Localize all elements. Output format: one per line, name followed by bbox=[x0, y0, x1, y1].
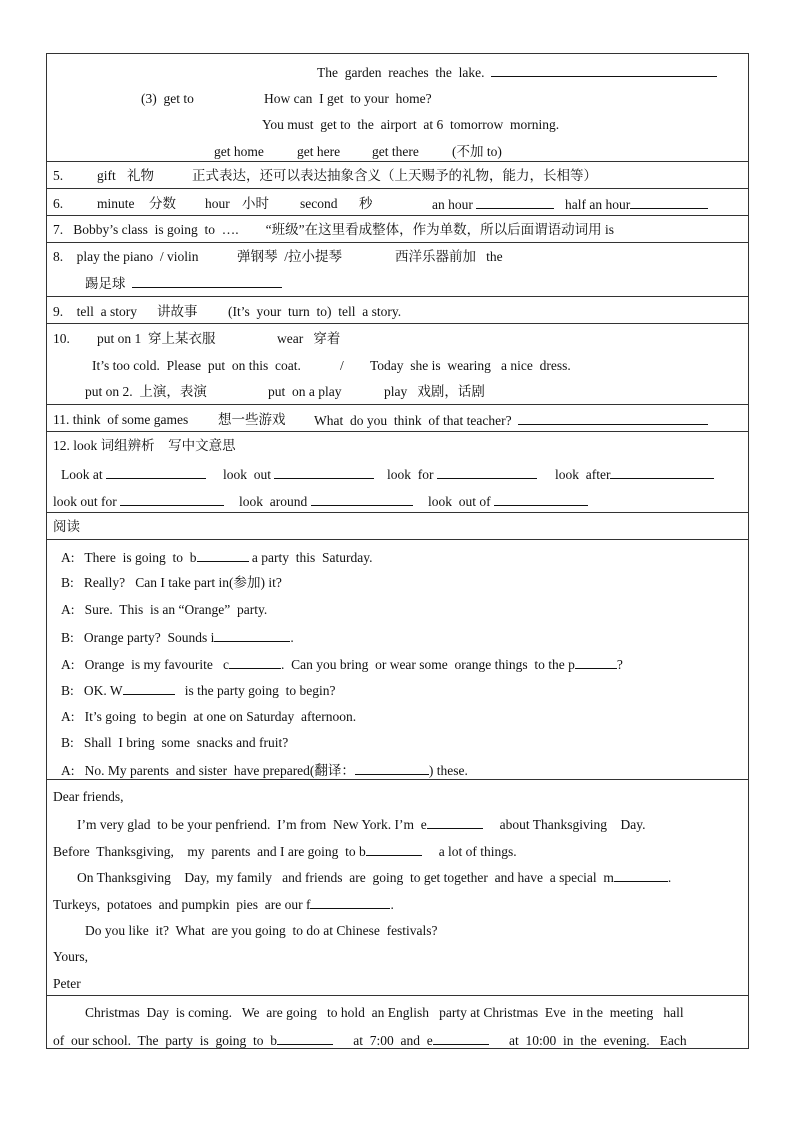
answer-blank[interactable] bbox=[229, 656, 281, 669]
answer-blank[interactable] bbox=[123, 682, 175, 695]
answer-blank[interactable] bbox=[274, 466, 374, 479]
phrase: play 戏剧，话剧 bbox=[384, 384, 485, 399]
usage-note: 正式表达，还可以表达抽象含义（上天赐予的礼物，能力，长相等） bbox=[192, 168, 597, 183]
letter-signature: Peter bbox=[53, 976, 81, 991]
answer-blank[interactable] bbox=[610, 466, 714, 479]
dialogue-line: A: Orange is my favourite c . Can you bring or wear some orange things to the p ? bbox=[61, 657, 623, 672]
phrase-meaning: 踢足球 bbox=[85, 275, 282, 292]
answer-blank[interactable] bbox=[433, 1032, 489, 1045]
vocab-word: gift bbox=[97, 168, 116, 183]
phrase: put on 1 穿上某衣服 bbox=[97, 331, 216, 346]
answer-blank[interactable] bbox=[355, 762, 429, 775]
answer-blank[interactable] bbox=[214, 629, 290, 642]
letter-closing: Yours, bbox=[53, 949, 89, 964]
usage-note: 西洋乐器前加 the bbox=[395, 249, 503, 264]
phrase-blank: look out of bbox=[428, 493, 588, 510]
item-7 bbox=[47, 216, 748, 243]
letter-line: On Thanksgiving Day, my family and friends are going to get together and have a special m . bbox=[77, 870, 672, 885]
answer-blank[interactable] bbox=[310, 896, 390, 909]
vocab-meaning: 小时 bbox=[242, 196, 269, 211]
section-heading: 阅读 bbox=[53, 519, 80, 534]
example-sentence: The garden reaches the lake. bbox=[317, 64, 717, 81]
phrase-blank: an hour bbox=[432, 196, 554, 213]
answer-blank[interactable] bbox=[518, 412, 708, 425]
item-8 bbox=[47, 243, 748, 297]
vocab-word: second bbox=[300, 196, 338, 211]
item-number: 10. bbox=[53, 331, 70, 346]
answer-blank[interactable] bbox=[366, 843, 422, 856]
vocab-meaning: 礼物 bbox=[127, 168, 154, 183]
phrase-blank: look for bbox=[387, 466, 537, 483]
example-sentence: What do you think of that teacher? bbox=[314, 412, 708, 429]
vocab-word: minute bbox=[97, 196, 135, 211]
dialogue-line: A: It’s going to begin at one on Saturday afternoon. bbox=[61, 709, 357, 724]
answer-blank[interactable] bbox=[630, 196, 708, 209]
section-heading: 12. look 词组辨析 写中文意思 bbox=[53, 438, 236, 453]
answer-blank[interactable] bbox=[614, 869, 668, 882]
phrase-meaning: 讲故事 bbox=[157, 304, 198, 319]
letter-line: Turkeys, potatoes and pumpkin pies are our f . bbox=[53, 897, 394, 912]
phrase: get here bbox=[297, 144, 341, 159]
vocab-meaning: 分数 bbox=[149, 196, 176, 211]
phrase: 8. play the piano / violin bbox=[53, 249, 199, 264]
item-number: 6. bbox=[53, 196, 64, 211]
dialogue-line: B: OK. W is the party going to begin? bbox=[61, 683, 336, 698]
phrase-blank: half an hour bbox=[565, 196, 708, 213]
phrase-blank: look out bbox=[223, 466, 374, 483]
example-sentence: (It’s your turn to) tell a story. bbox=[228, 304, 402, 319]
phrase-meaning: 弹钢琴 /拉小提琴 bbox=[237, 249, 343, 264]
answer-blank[interactable] bbox=[106, 466, 206, 479]
item-5 bbox=[47, 162, 748, 189]
answer-blank[interactable] bbox=[575, 656, 617, 669]
dialogue-line: B: Orange party? Sounds i . bbox=[61, 630, 294, 645]
reading-header bbox=[47, 513, 748, 540]
answer-blank[interactable] bbox=[437, 466, 537, 479]
example-sentence: You must get to the airport at 6 tomorrow morning. bbox=[262, 117, 560, 132]
answer-blank[interactable] bbox=[120, 493, 224, 506]
answer-blank[interactable] bbox=[491, 64, 717, 77]
answer-blank[interactable] bbox=[427, 816, 483, 829]
dialogue-line: B: Really? Can I take part in(参加) it? bbox=[61, 575, 282, 590]
phrase: get there bbox=[372, 144, 419, 159]
vocab-word: hour bbox=[205, 196, 230, 211]
dialogue-line: A: Sure. This is an “Orange” party. bbox=[61, 602, 268, 617]
item-9 bbox=[47, 297, 748, 324]
passage-line: Christmas Day is coming. We are going to hold an English party at Christmas Eve in the meeting hall bbox=[85, 1005, 684, 1020]
item-6 bbox=[47, 189, 748, 216]
example-sentence: It’s too cold. Please put on this coat. bbox=[92, 358, 301, 373]
letter-greeting: Dear friends, bbox=[53, 789, 124, 804]
phrase: put on a play bbox=[268, 384, 342, 399]
dialogue-line: A: There is going to b a party this Saturday. bbox=[61, 550, 373, 565]
phrase: 11. think of some games bbox=[53, 412, 189, 427]
item-12 bbox=[47, 432, 748, 513]
item-10 bbox=[47, 324, 748, 405]
answer-blank[interactable] bbox=[494, 493, 588, 506]
example-sentence: Today she is wearing a nice dress. bbox=[370, 358, 571, 373]
phrase-blank: look out for bbox=[53, 493, 224, 510]
worksheet-table bbox=[46, 53, 749, 1049]
divider-slash: / bbox=[340, 358, 344, 373]
grammar-note: 7. Bobby’s class is going to …. “班级”在这里看成整体，作为单数，所以后面谓语动词用 is bbox=[53, 222, 614, 237]
phrase: wear 穿着 bbox=[277, 331, 341, 346]
dialogue-line: A: No. My parents and sister have prepared(翻译： ) these. bbox=[61, 763, 468, 778]
phrase-label: (3) get to bbox=[141, 91, 194, 106]
answer-blank[interactable] bbox=[197, 549, 249, 562]
note: (不加 to) bbox=[452, 144, 502, 159]
phrase: get home bbox=[214, 144, 264, 159]
dialogue-section bbox=[47, 540, 748, 780]
phrase-blank: look around bbox=[239, 493, 413, 510]
letter-line: Do you like it? What are you going to do at Chinese festivals? bbox=[85, 923, 438, 938]
vocab-meaning: 秒 bbox=[359, 196, 373, 211]
letter-line: I’m very glad to be your penfriend. I’m from New York. I’m e about Thanksgiving Day. bbox=[77, 817, 646, 832]
phrase-meaning: 想一些游戏 bbox=[218, 412, 286, 427]
phrase-blank: look after bbox=[555, 466, 714, 483]
example-sentence: How can I get to your home? bbox=[264, 91, 432, 106]
letter-line: Before Thanksgiving, my parents and I are going to b a lot of things. bbox=[53, 844, 517, 859]
answer-blank[interactable] bbox=[476, 196, 554, 209]
phrase: 9. tell a story bbox=[53, 304, 137, 319]
christmas-passage bbox=[47, 996, 748, 1052]
phrase: put on 2. 上演，表演 bbox=[85, 384, 207, 399]
letter-section bbox=[47, 780, 748, 996]
answer-blank[interactable] bbox=[311, 493, 413, 506]
passage-line: of our school. The party is going to b at 7:00 and e at 10:00 in the evening. Each bbox=[53, 1033, 687, 1048]
item-11 bbox=[47, 405, 748, 432]
answer-blank[interactable] bbox=[132, 275, 282, 288]
get-to-section bbox=[47, 54, 748, 162]
phrase-blank: Look at bbox=[61, 466, 206, 483]
dialogue-line: B: Shall I bring some snacks and fruit? bbox=[61, 735, 289, 750]
answer-blank[interactable] bbox=[277, 1032, 333, 1045]
item-number: 5. bbox=[53, 168, 64, 183]
